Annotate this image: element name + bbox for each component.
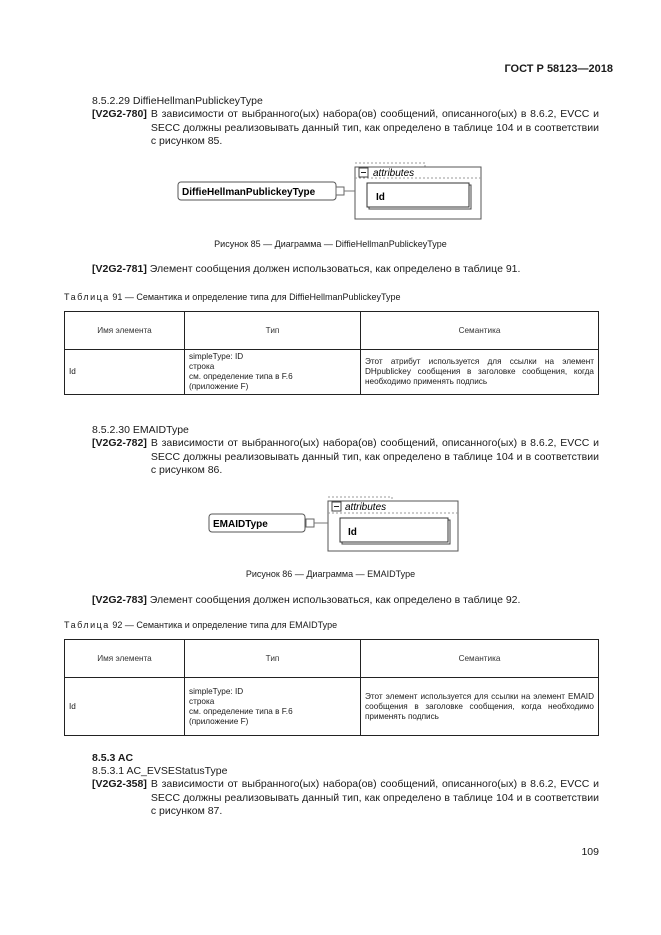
column-header: Тип <box>185 312 361 350</box>
type-line: см. определение типа в F.6 <box>189 372 293 381</box>
element-name-cell: Id <box>65 350 185 395</box>
requirement-text: В зависимости от выбранного(ых) набора(ов) сообщений, описанного(ых) в 8.6.2, EVCC и SECC должны реализовывать данный тип, как определено в таблице 104 и в соответствии с рисунком 87. <box>150 778 599 817</box>
requirement-text: Элемент сообщения должен использоваться, как определено в таблице 92. <box>149 594 521 606</box>
type-line: строка <box>189 696 215 706</box>
requirement-id: [V2G2-782] <box>92 437 147 449</box>
column-header: Имя элемента <box>65 312 185 350</box>
subsection-heading: 8.5.3.1 AC_EVSEStatusType <box>92 765 228 777</box>
requirement <box>92 108 599 149</box>
requirement-id: [V2G2-780] <box>92 108 147 120</box>
requirement <box>92 263 599 277</box>
document-id: ГОСТ Р 58123—2018 <box>504 63 613 75</box>
semantics-cell: Этот элемент используется для ссылки на элемент EMAID сообщения в заголовке сообщения, когда необходимо применять подпись <box>361 678 599 736</box>
type-line: simpleType: ID <box>189 352 244 361</box>
element-name-cell: Id <box>65 678 185 736</box>
section-heading: 8.5.2.30 EMAIDType <box>92 424 189 436</box>
table-title: 91 — Семантика и определение типа для DiffieHellmanPublickeyType <box>112 292 401 302</box>
requirement-id: [V2G2-781] <box>92 263 147 275</box>
column-header: Имя элемента <box>65 640 185 678</box>
type-line: (приложение F) <box>189 716 249 726</box>
table-label: Таблица <box>64 292 110 302</box>
type-line: (приложение F) <box>189 382 249 391</box>
requirement-text: Элемент сообщения должен использоваться, как определено в таблице 91. <box>149 263 521 275</box>
type-cell <box>185 678 361 736</box>
requirement-text: В зависимости от выбранного(ых) набора(ов) сообщений, описанного(ых) в 8.6.2, EVCC и SECC должны реализовывать данный тип, как определено в таблице 104 и в соответствии с рисунком 86. <box>150 437 599 476</box>
table-caption <box>64 292 401 302</box>
semantics-table <box>64 311 599 395</box>
collapse-icon[interactable] <box>332 502 341 511</box>
attribute-name: Id <box>376 192 385 203</box>
type-name: DiffieHellmanPublickeyType <box>182 187 316 198</box>
type-line: simpleType: ID <box>189 686 244 696</box>
column-header: Тип <box>185 640 361 678</box>
page-number: 109 <box>581 846 599 858</box>
type-line: см. определение типа в F.6 <box>189 706 293 716</box>
type-cell <box>185 350 361 395</box>
requirement <box>92 594 599 608</box>
figure-caption: Рисунок 86 — Диаграмма — EMAIDType <box>245 569 416 579</box>
attribute-name: Id <box>348 527 357 538</box>
requirement <box>92 778 599 819</box>
table-row <box>65 350 599 395</box>
semantics-cell: Этот атрибут используется для ссылки на элемент DHpublickey сообщения в заголовке сообщения, когда необходимо применять подпись <box>361 350 599 395</box>
group-label: attributes <box>373 168 415 179</box>
table-header-row <box>65 640 599 678</box>
table-caption <box>64 620 337 630</box>
requirement-id: [V2G2-358] <box>92 778 147 790</box>
column-header: Семантика <box>361 312 599 350</box>
requirement-text: В зависимости от выбранного(ых) набора(ов) сообщений, описанного(ых) в 8.6.2, EVCC и SECC должны реализовывать данный тип, как определено в таблице 104 и в соответствии с рисунком 85. <box>150 108 599 147</box>
collapse-icon[interactable] <box>359 168 368 177</box>
schema-diagram <box>205 492 475 554</box>
figure-caption: Рисунок 85 — Диаграмма — DiffieHellmanPublickeyType <box>214 239 447 249</box>
table-title: 92 — Семантика и определение типа для EMAIDType <box>112 620 338 630</box>
table-row <box>65 678 599 736</box>
group-label: attributes <box>345 502 387 513</box>
schema-diagram <box>170 158 490 220</box>
table-header-row <box>65 312 599 350</box>
type-line: строка <box>189 362 215 371</box>
section-heading: 8.5.2.29 DiffieHellmanPublickeyType <box>92 95 263 107</box>
requirement <box>92 437 599 478</box>
table-label: Таблица <box>64 620 110 630</box>
requirement-id: [V2G2-783] <box>92 594 147 606</box>
column-header: Семантика <box>361 640 599 678</box>
type-name: EMAIDType <box>213 519 268 530</box>
section-heading: 8.5.3 AC <box>92 752 134 764</box>
semantics-table <box>64 639 599 736</box>
